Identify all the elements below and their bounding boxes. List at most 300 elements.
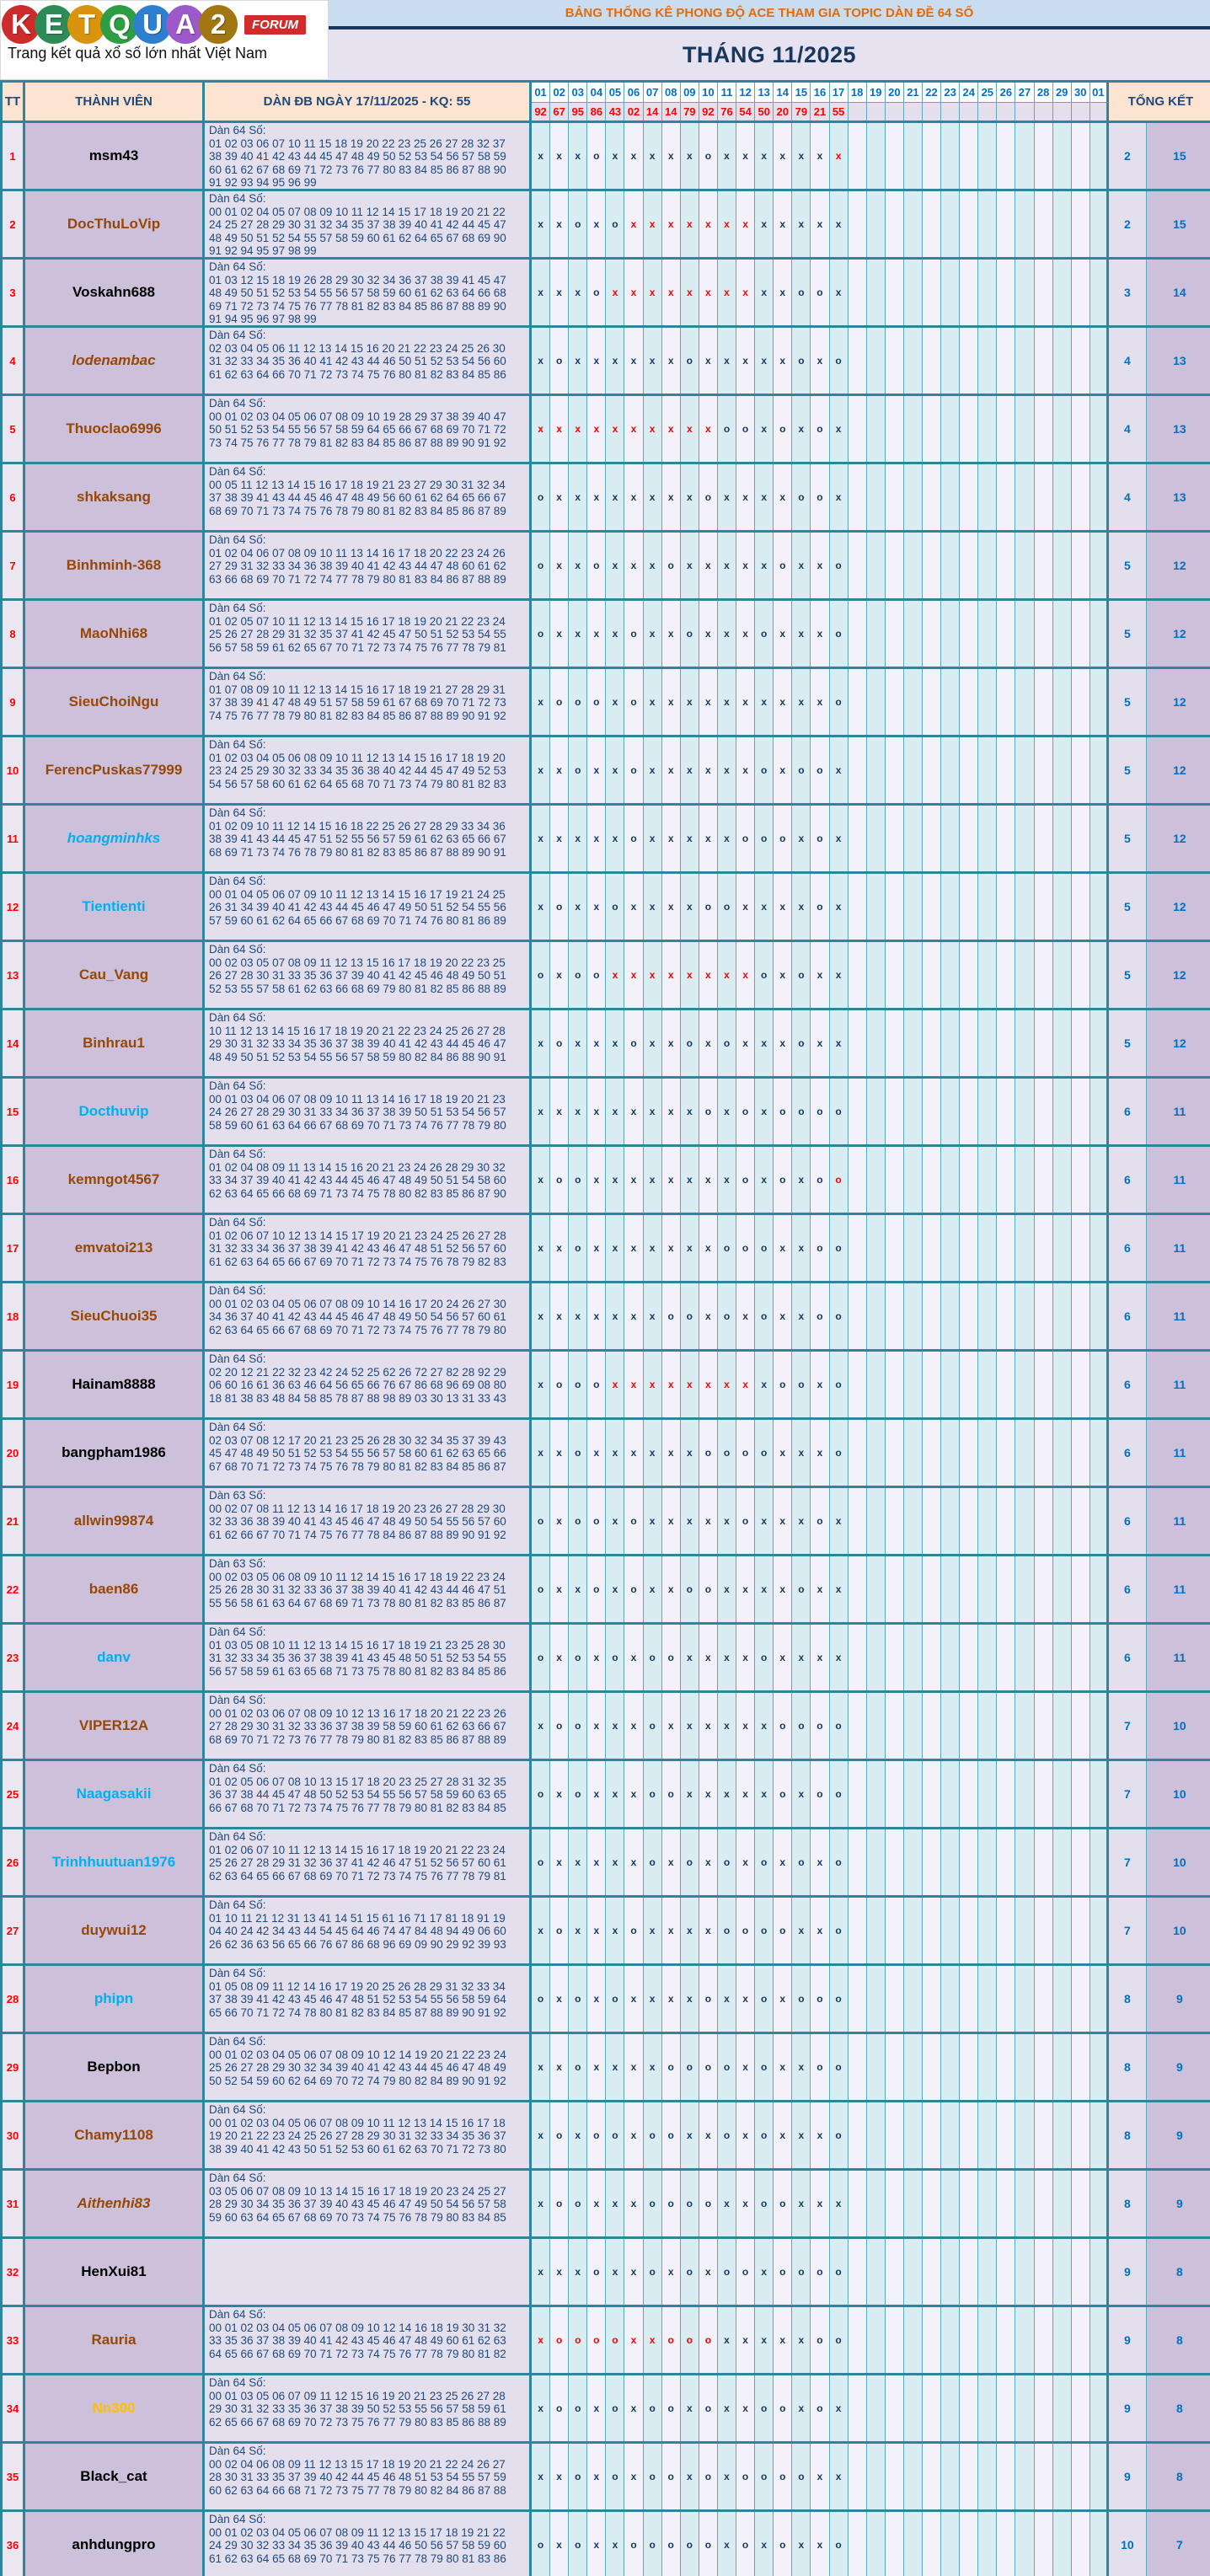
mark-cell: x xyxy=(736,942,755,1008)
mark-cell: x xyxy=(587,874,606,940)
mark-cell: x xyxy=(736,2034,755,2100)
mark-cell: x xyxy=(550,260,569,325)
mark-cell: x xyxy=(606,1693,624,1759)
dan-line: 34 36 37 40 41 42 43 44 45 46 47 48 49 50 54 56 57 60 61 xyxy=(209,1310,506,1324)
mark-cell: x xyxy=(792,123,811,189)
member-name: allwin99874 xyxy=(25,1488,205,1554)
mark-cell: x xyxy=(569,601,587,667)
row-number: 5 xyxy=(3,396,25,462)
logo-letter: 2 xyxy=(199,5,238,44)
mark-cell: o xyxy=(755,1898,774,1963)
row-number: 8 xyxy=(3,601,25,667)
table-row xyxy=(3,1759,1210,1827)
mark-cell: o xyxy=(830,1761,849,1827)
date-column-header: 29 xyxy=(1053,83,1072,103)
dan-line: 61 62 63 64 66 70 71 72 73 74 75 76 80 81 82 83 84 85 86 xyxy=(209,367,506,381)
mark-cell xyxy=(886,601,904,667)
mark-cell: o xyxy=(774,2444,792,2509)
mark-cell: x xyxy=(681,1625,699,1690)
mark-cell: x xyxy=(681,533,699,598)
table-row xyxy=(3,462,1210,530)
mark-cell: x xyxy=(699,601,718,667)
mark-cell xyxy=(1072,191,1090,257)
mark-cell xyxy=(1035,2375,1053,2441)
mark-cell xyxy=(941,2375,960,2441)
mark-cell xyxy=(978,1898,997,1963)
dan-line: 00 01 02 03 04 05 06 07 08 09 10 19 28 29 37 38 39 40 47 xyxy=(209,410,506,423)
mark-cell: o xyxy=(662,1625,681,1690)
mark-cell: x xyxy=(662,1693,681,1759)
dan-line: 00 01 02 03 04 05 06 07 08 09 10 12 14 19 20 21 22 23 24 xyxy=(209,2048,506,2061)
mark-cell: x xyxy=(550,806,569,871)
dan-label: Dàn 64 Số: xyxy=(209,533,266,546)
mark-cell xyxy=(941,260,960,325)
mark-cell xyxy=(960,669,978,735)
mark-cell: x xyxy=(624,464,643,530)
mark-cell: x xyxy=(755,1147,774,1213)
total-o-count: 9 xyxy=(1109,2375,1147,2441)
mark-cell xyxy=(923,191,941,257)
mark-cell xyxy=(1015,396,1034,462)
mark-cell: o xyxy=(699,2444,718,2509)
mark-cell xyxy=(1072,2102,1090,2168)
mark-cell: x xyxy=(550,1829,569,1895)
mark-cell: o xyxy=(792,1829,811,1895)
mark-cell: x xyxy=(532,1420,550,1486)
mark-cell: o xyxy=(550,2375,569,2441)
table-row xyxy=(3,1144,1210,1213)
result-number: 21 xyxy=(811,103,829,120)
dan-label: Dàn 64 Số: xyxy=(209,1148,266,1160)
table-row xyxy=(3,803,1210,871)
mark-cell: x xyxy=(699,942,718,1008)
mark-cell xyxy=(867,1488,886,1554)
mark-cell: x xyxy=(569,874,587,940)
mark-cell: x xyxy=(830,123,849,189)
member-name: Binhrau1 xyxy=(25,1010,205,1076)
mark-cell xyxy=(867,328,886,394)
mark-cell xyxy=(1053,1010,1072,1076)
mark-cell xyxy=(997,533,1015,598)
dan-line: 60 62 63 64 66 68 71 72 73 75 77 78 79 80 82 84 86 87 88 xyxy=(209,2483,506,2497)
mark-cell: x xyxy=(811,1625,829,1690)
mark-cell: x xyxy=(606,2239,624,2305)
mark-cell xyxy=(886,1898,904,1963)
mark-cell: o xyxy=(569,1693,587,1759)
mark-cell: o xyxy=(681,2034,699,2100)
mark-cell xyxy=(978,2375,997,2441)
total-x-count: 10 xyxy=(1147,1898,1210,1963)
dan-label: Dàn 64 Số: xyxy=(209,1284,266,1297)
mark-cell xyxy=(1053,601,1072,667)
mark-cell xyxy=(1090,1693,1109,1759)
dan-numbers xyxy=(205,2239,532,2305)
mark-cell xyxy=(1090,1010,1109,1076)
mark-cell xyxy=(867,2375,886,2441)
mark-cell xyxy=(867,2444,886,2509)
logo-row xyxy=(1,1,328,44)
mark-cell xyxy=(1015,533,1034,598)
dan-label: Dàn 64 Số: xyxy=(209,2513,266,2525)
mark-cell: x xyxy=(569,123,587,189)
mark-cell xyxy=(1072,328,1090,394)
total-x-count: 15 xyxy=(1147,191,1210,257)
mark-cell: x xyxy=(662,1420,681,1486)
mark-cell: o xyxy=(811,874,829,940)
mark-cell xyxy=(941,2034,960,2100)
dan-numbers xyxy=(205,1693,532,1759)
mark-cell xyxy=(941,1215,960,1281)
mark-cell: x xyxy=(532,260,550,325)
date-column-header: 26 xyxy=(997,83,1015,103)
mark-cell: o xyxy=(606,1966,624,2032)
mark-cell xyxy=(904,464,923,530)
logo-letter: K xyxy=(2,5,40,44)
mark-cell: x xyxy=(606,260,624,325)
mark-cell: x xyxy=(774,2034,792,2100)
row-number: 27 xyxy=(3,1898,25,1963)
mark-cell xyxy=(941,1625,960,1690)
dan-line: 01 02 05 06 07 08 10 13 15 17 18 20 23 25 27 28 31 32 35 xyxy=(209,1775,506,1788)
mark-cell: x xyxy=(644,737,662,803)
mark-cell: x xyxy=(830,2171,849,2236)
mark-cell: o xyxy=(755,2034,774,2100)
dan-numbers xyxy=(205,1283,532,1349)
dan-label: Dàn 64 Số: xyxy=(209,1694,266,1706)
mark-cell xyxy=(1053,123,1072,189)
mark-cell xyxy=(867,1420,886,1486)
mark-cell: o xyxy=(532,1488,550,1554)
mark-cell xyxy=(904,2375,923,2441)
mark-cell: x xyxy=(624,533,643,598)
mark-cell xyxy=(904,396,923,462)
dan-line: 48 49 50 51 52 53 54 55 56 57 58 59 60 61 62 63 64 66 68 xyxy=(209,287,506,300)
mark-cell xyxy=(886,1283,904,1349)
total-o-count: 8 xyxy=(1109,1966,1147,2032)
mark-cell xyxy=(1053,1829,1072,1895)
mark-cell xyxy=(997,2512,1015,2576)
mark-cell xyxy=(849,1420,867,1486)
dan-line: 06 60 16 61 36 63 46 64 56 65 66 76 67 86 68 96 69 08 80 xyxy=(209,1379,506,1392)
dan-line: 28 29 30 34 35 36 37 39 40 43 45 46 47 49 50 54 56 57 58 xyxy=(209,2198,506,2211)
mark-cell: o xyxy=(830,328,849,394)
mark-cell: x xyxy=(644,533,662,598)
date-column-header: 23 xyxy=(941,83,960,103)
mark-cell: x xyxy=(569,2239,587,2305)
mark-cell: x xyxy=(624,1966,643,2032)
mark-cell: o xyxy=(718,1215,736,1281)
mark-cell xyxy=(978,1079,997,1144)
mark-cell xyxy=(960,942,978,1008)
mark-cell xyxy=(904,1693,923,1759)
mark-cell xyxy=(941,1079,960,1144)
mark-cell xyxy=(960,396,978,462)
mark-cell xyxy=(1015,464,1034,530)
date-column-header: 06 xyxy=(624,83,643,103)
mark-cell: x xyxy=(718,2171,736,2236)
dan-numbers xyxy=(205,2512,532,2576)
row-number: 30 xyxy=(3,2102,25,2168)
result-number: 43 xyxy=(606,103,624,120)
dan-numbers xyxy=(205,1215,532,1281)
mark-cell xyxy=(978,1488,997,1554)
stats-table xyxy=(0,80,1210,2576)
mark-cell: x xyxy=(662,806,681,871)
result-number: 76 xyxy=(718,103,736,120)
mark-cell: x xyxy=(792,2171,811,2236)
mark-cell: o xyxy=(830,1829,849,1895)
mark-cell xyxy=(1072,874,1090,940)
mark-cell: o xyxy=(811,2034,829,2100)
mark-cell: o xyxy=(644,1761,662,1827)
mark-cell xyxy=(1035,1010,1053,1076)
mark-cell: x xyxy=(811,2171,829,2236)
mark-cell xyxy=(849,396,867,462)
mark-cell: x xyxy=(606,1488,624,1554)
mark-cell: o xyxy=(830,1966,849,2032)
member-name: hoangminhks xyxy=(25,806,205,871)
mark-cell xyxy=(978,1352,997,1417)
mark-cell xyxy=(886,2375,904,2441)
mark-cell: x xyxy=(736,2307,755,2373)
mark-cell xyxy=(960,601,978,667)
mark-cell: x xyxy=(774,1556,792,1622)
mark-cell: x xyxy=(792,669,811,735)
mark-cell: x xyxy=(755,1352,774,1417)
dan-label: Dàn 64 Số: xyxy=(209,329,266,341)
dan-line: 31 32 33 34 35 36 37 38 39 41 43 45 48 50 51 52 53 54 55 xyxy=(209,1652,506,1665)
dan-label: Dàn 64 Số: xyxy=(209,2103,266,2116)
mark-cell: x xyxy=(755,396,774,462)
member-name: Naagasakii xyxy=(25,1761,205,1827)
total-o-count: 6 xyxy=(1109,1079,1147,1144)
mark-cell: o xyxy=(644,2444,662,2509)
mark-cell xyxy=(904,1352,923,1417)
dan-line: 37 38 39 41 42 43 45 46 47 48 51 52 53 54 55 56 58 59 64 xyxy=(209,1993,506,2006)
mark-cell xyxy=(904,737,923,803)
dan-line: 37 38 39 41 47 48 49 51 57 58 59 61 67 68 69 70 71 72 73 xyxy=(209,696,506,710)
dan-label: Dàn 64 Số: xyxy=(209,670,266,683)
dan-numbers xyxy=(205,942,532,1008)
dan-numbers xyxy=(205,2102,532,2168)
mark-cell xyxy=(997,669,1015,735)
mark-cell: x xyxy=(718,260,736,325)
mark-cell xyxy=(1035,2444,1053,2509)
mark-cell: x xyxy=(699,191,718,257)
mark-cell: x xyxy=(550,942,569,1008)
mark-cell: o xyxy=(811,2239,829,2305)
mark-cell xyxy=(960,2102,978,2168)
mark-cell: o xyxy=(569,191,587,257)
mark-cell: x xyxy=(736,533,755,598)
mark-cell: x xyxy=(774,191,792,257)
mark-cell: x xyxy=(699,1215,718,1281)
mark-cell: x xyxy=(718,737,736,803)
mark-cell xyxy=(1072,1556,1090,1622)
mark-cell xyxy=(886,1147,904,1213)
mark-cell: o xyxy=(550,2171,569,2236)
mark-cell xyxy=(1053,1352,1072,1417)
mark-cell: o xyxy=(699,1079,718,1144)
mark-cell xyxy=(923,2444,941,2509)
mark-cell xyxy=(1015,1693,1034,1759)
mark-cell: x xyxy=(792,2375,811,2441)
mark-cell: x xyxy=(792,601,811,667)
mark-cell: x xyxy=(624,1079,643,1144)
mark-cell: o xyxy=(681,1556,699,1622)
mark-cell xyxy=(886,1625,904,1690)
mark-cell: o xyxy=(811,464,829,530)
mark-cell: x xyxy=(792,2034,811,2100)
mark-cell xyxy=(960,2171,978,2236)
mark-cell xyxy=(904,1010,923,1076)
total-x-count: 13 xyxy=(1147,396,1210,462)
mark-cell xyxy=(867,1693,886,1759)
mark-cell: x xyxy=(681,669,699,735)
mark-cell xyxy=(1035,1898,1053,1963)
mark-cell: x xyxy=(569,260,587,325)
row-number: 28 xyxy=(3,1966,25,2032)
dan-line: 04 40 24 42 34 43 44 54 45 64 46 74 47 84 48 94 49 06 60 xyxy=(209,1925,506,1938)
mark-cell xyxy=(978,123,997,189)
mark-cell xyxy=(923,806,941,871)
total-o-count: 8 xyxy=(1109,2102,1147,2168)
mark-cell: x xyxy=(644,1147,662,1213)
dan-numbers xyxy=(205,191,532,257)
row-number: 31 xyxy=(3,2171,25,2236)
dan-line: 62 65 66 67 68 69 70 72 73 75 76 77 79 80 83 85 86 88 89 xyxy=(209,2415,506,2429)
dan-line: 56 57 58 59 61 63 65 68 71 73 75 78 80 81 82 83 84 85 86 xyxy=(209,1664,506,1678)
mark-cell xyxy=(1015,1625,1034,1690)
mark-cell: x xyxy=(718,669,736,735)
mark-cell: x xyxy=(811,1352,829,1417)
mark-cell: o xyxy=(792,1556,811,1622)
mark-cell: x xyxy=(550,1215,569,1281)
member-name: Black_cat xyxy=(25,2444,205,2509)
mark-cell: x xyxy=(718,191,736,257)
mark-cell xyxy=(1072,1215,1090,1281)
mark-cell: x xyxy=(624,1693,643,1759)
member-name: FerencPuskas77999 xyxy=(25,737,205,803)
table-row xyxy=(3,257,1210,325)
mark-cell: o xyxy=(606,2375,624,2441)
dan-line: 65 66 70 71 72 74 78 80 81 82 83 84 85 87 88 89 90 91 92 xyxy=(209,2006,506,2019)
mark-cell xyxy=(923,328,941,394)
mark-cell: x xyxy=(811,601,829,667)
dan-line: 00 02 03 05 07 08 09 11 12 13 15 16 17 18 19 20 22 23 25 xyxy=(209,956,506,969)
mark-cell: o xyxy=(644,1693,662,1759)
mark-cell: x xyxy=(550,464,569,530)
mark-cell: o xyxy=(736,2512,755,2576)
mark-cell xyxy=(1035,1215,1053,1281)
total-o-count: 6 xyxy=(1109,1556,1147,1622)
page-header xyxy=(0,0,1210,80)
mark-cell: x xyxy=(624,1625,643,1690)
dan-numbers xyxy=(205,601,532,667)
mark-cell: x xyxy=(681,464,699,530)
mark-cell: o xyxy=(755,2444,774,2509)
mark-cell xyxy=(1035,1829,1053,1895)
mark-cell: x xyxy=(699,2239,718,2305)
total-x-count: 12 xyxy=(1147,737,1210,803)
dan-label: Dàn 64 Số: xyxy=(209,738,266,751)
mark-cell: o xyxy=(755,1625,774,1690)
mark-cell: x xyxy=(718,464,736,530)
mark-cell xyxy=(1053,737,1072,803)
mark-cell xyxy=(1015,806,1034,871)
mark-cell: o xyxy=(587,260,606,325)
mark-cell: o xyxy=(606,2444,624,2509)
mark-cell xyxy=(941,1283,960,1349)
mark-cell xyxy=(923,1966,941,2032)
mark-cell xyxy=(978,328,997,394)
dan-line: 33 35 36 37 38 39 40 41 42 43 45 46 47 48 49 60 61 62 63 xyxy=(209,2334,506,2348)
date-column-header: 15 xyxy=(792,83,811,103)
total-x-count: 11 xyxy=(1147,1420,1210,1486)
dan-line: 01 02 06 07 10 11 12 13 14 15 16 17 18 19 20 21 22 23 24 xyxy=(209,1843,506,1856)
dan-line: 29 30 31 32 33 35 36 37 38 39 50 52 53 55 56 57 58 59 61 xyxy=(209,2402,506,2416)
mark-cell: x xyxy=(662,2239,681,2305)
table-row xyxy=(3,120,1210,189)
mark-cell: x xyxy=(644,806,662,871)
table-row xyxy=(3,1554,1210,1622)
mark-cell xyxy=(923,1010,941,1076)
mark-cell xyxy=(1090,2034,1109,2100)
table-row xyxy=(3,667,1210,735)
mark-cell xyxy=(941,2171,960,2236)
mark-cell: x xyxy=(550,1488,569,1554)
total-x-count: 13 xyxy=(1147,464,1210,530)
mark-cell: o xyxy=(830,533,849,598)
mark-cell xyxy=(886,669,904,735)
dan-line: 25 26 27 28 29 31 32 35 37 41 42 45 47 50 51 52 53 54 55 xyxy=(209,628,506,641)
mark-cell xyxy=(978,533,997,598)
date-column-header: 03 xyxy=(569,83,587,103)
dan-line: 62 63 64 65 66 68 69 71 73 74 75 78 80 82 83 85 86 87 90 xyxy=(209,1186,506,1200)
mark-cell xyxy=(886,1761,904,1827)
mark-cell: o xyxy=(550,2102,569,2168)
total-o-count: 5 xyxy=(1109,737,1147,803)
row-number: 4 xyxy=(3,328,25,394)
dan-line: 61 62 63 64 65 68 69 70 71 73 75 76 77 78 79 80 81 83 86 xyxy=(209,2552,506,2565)
total-o-count: 7 xyxy=(1109,1693,1147,1759)
mark-cell xyxy=(1053,2034,1072,2100)
mark-cell: o xyxy=(774,1352,792,1417)
mark-cell xyxy=(923,1625,941,1690)
mark-cell: x xyxy=(718,1147,736,1213)
total-x-count: 9 xyxy=(1147,2034,1210,2100)
mark-cell: x xyxy=(811,1829,829,1895)
dan-numbers xyxy=(205,2375,532,2441)
mark-cell: x xyxy=(587,1693,606,1759)
mark-cell xyxy=(941,1761,960,1827)
mark-cell: x xyxy=(644,1215,662,1281)
row-number: 35 xyxy=(3,2444,25,2509)
mark-cell: x xyxy=(755,2239,774,2305)
dan-line: 36 37 38 44 45 47 48 50 52 53 54 55 56 57 58 59 60 63 65 xyxy=(209,1788,506,1802)
total-o-count: 7 xyxy=(1109,1761,1147,1827)
mark-cell xyxy=(941,533,960,598)
mark-cell xyxy=(1072,1352,1090,1417)
member-name: danv xyxy=(25,1625,205,1690)
mark-cell: x xyxy=(718,1488,736,1554)
mark-cell xyxy=(997,464,1015,530)
mark-cell xyxy=(849,1079,867,1144)
mark-cell: x xyxy=(699,1829,718,1895)
total-x-count: 11 xyxy=(1147,1625,1210,1690)
mark-cell xyxy=(849,1488,867,1554)
member-name: phipn xyxy=(25,1966,205,2032)
